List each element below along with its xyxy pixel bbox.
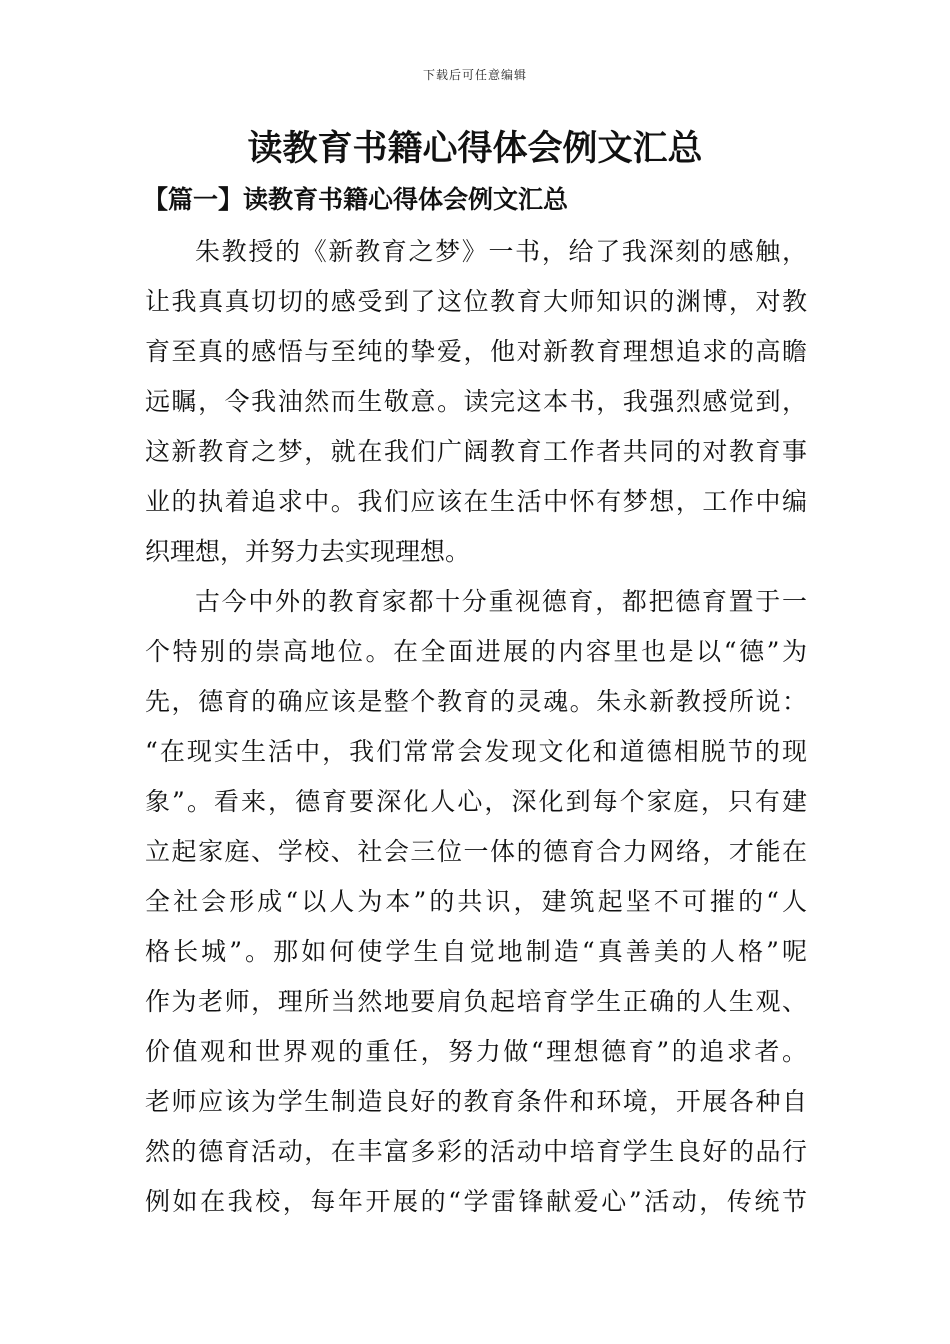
paragraph-line: 朱教授的《新教育之梦》一书，给了我深刻的感触， (195, 237, 807, 266)
paragraph-line: 育至真的感悟与至纯的挚爱，他对新教育理想追求的高瞻 (145, 337, 807, 366)
paragraph-line: 象”。看来，德育要深化人心，深化到每个家庭，只有建 (145, 787, 807, 816)
paragraph-line: 古今中外的教育家都十分重视德育，都把德育置于一 (195, 587, 807, 616)
paragraph-line: 先，德育的确应该是整个教育的灵魂。朱永新教授所说： (145, 687, 807, 716)
paragraph-line: 作为老师，理所当然地要肩负起培育学生正确的人生观、 (145, 987, 807, 1016)
paragraph-line: 这新教育之梦，就在我们广阔教育工作者共同的对教育事 (145, 437, 807, 466)
paragraph-line: 全社会形成“以人为本”的共识，建筑起坚不可摧的“人 (145, 887, 807, 916)
paragraph-line: 个特别的崇高地位。在全面进展的内容里也是以“德”为 (145, 637, 807, 666)
header-note: 下载后可任意编辑 (422, 68, 527, 82)
paragraph-line: 价值观和世界观的重任，努力做“理想德育”的追求者。 (145, 1037, 807, 1066)
paragraph-line: 然的德育活动，在丰富多彩的活动中培育学生良好的品行 (145, 1137, 807, 1166)
body-text (145, 227, 807, 1227)
paragraph-line: “在现实生活中，我们常常会发现文化和道德相脱节的现 (145, 737, 807, 766)
paragraph-line: 让我真真切切的感受到了这位教育大师知识的渊博，对教 (145, 287, 807, 316)
paragraph-line: 织理想，并努力去实现理想。 (145, 537, 471, 566)
document-title: 读教育书籍心得体会例文汇总 (247, 128, 703, 169)
paragraph-line: 老师应该为学生制造良好的教育条件和环境，开展各种自 (145, 1087, 807, 1116)
paragraph-line: 格长城”。那如何使学生自觉地制造“真善美的人格”呢 (145, 937, 807, 966)
paragraph-line: 立起家庭、学校、社会三位一体的德育合力网络，才能在 (145, 837, 807, 866)
section-heading: 【篇一】读教育书籍心得体会例文汇总 (143, 185, 569, 214)
paragraph-line: 远瞩，令我油然而生敬意。读完这本书，我强烈感觉到， (145, 387, 807, 416)
paragraph-line: 例如在我校，每年开展的“学雷锋献爱心”活动，传统节 (145, 1187, 807, 1216)
paragraph-line: 业的执着追求中。我们应该在生活中怀有梦想，工作中编 (145, 487, 807, 516)
